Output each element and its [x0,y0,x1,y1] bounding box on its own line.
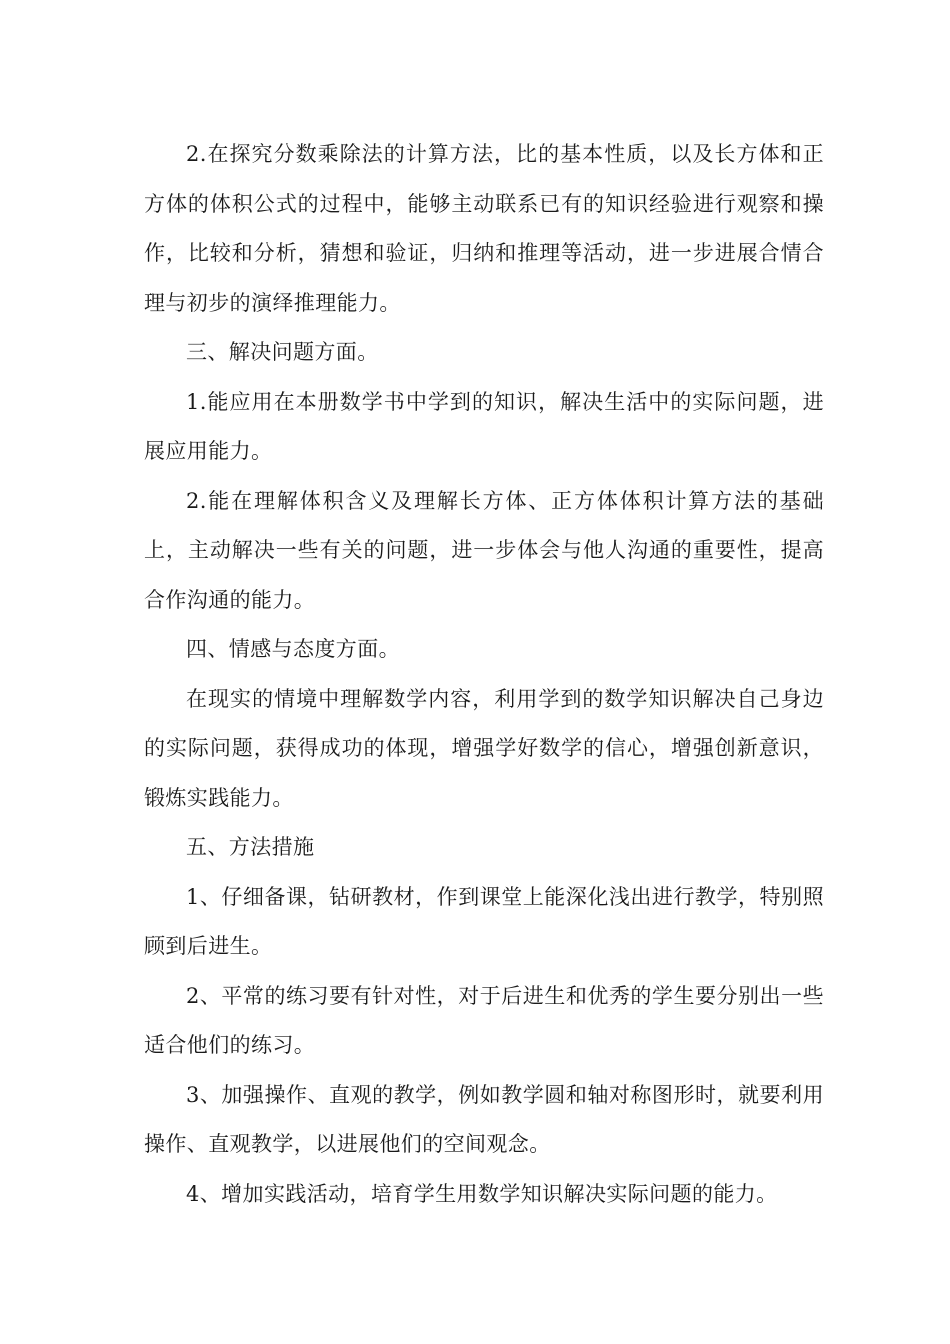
document-body [144,130,824,1219]
section-heading-emotion-attitude: 四、情感与态度方面。 [186,637,400,661]
paragraph-method-2: 2、平常的练习要有针对性，对于后进生和优秀的学生要分别出一些适合他们的练习。 [144,983,824,1057]
paragraph-problem-solving-1: 1.能应用在本册数学书中学到的知识，解决生活中的实际问题，进展应用能力。 [144,389,824,463]
paragraph-emotion-attitude: 在现实的情境中理解数学内容，利用学到的数学知识解决自己身边的实际问题，获得成功的体现，增强学好数学的信心，增强创新意识，锻炼实践能力。 [144,686,824,810]
paragraph-method-3: 3、加强操作、直观的教学，例如教学圆和轴对称图形时，就要利用操作、直观教学，以进展他们的空间观念。 [144,1082,824,1156]
section-heading-methods: 五、方法措施 [186,835,315,859]
paragraph-method-4: 4、增加实践活动，培育学生用数学知识解决实际问题的能力。 [186,1181,778,1206]
paragraph-method-1: 1、仔细备课，钻研教材，作到课堂上能深化浅出进行教学，特别照顾到后进生。 [144,884,824,958]
section-heading-problem-solving: 三、解决问题方面。 [186,340,379,364]
paragraph-objective-2-exploration: 2.在探究分数乘除法的计算方法，比的基本性质，以及长方体和正方体的体积公式的过程中，能够主动联系已有的知识经验进行观察和操作，比较和分析，猜想和验证，归纳和推理等活动，进一步进展合情合理与初步的演绎推理能力。 [144,142,824,315]
paragraph-problem-solving-2: 2.能在理解体积含义及理解长方体、正方体体积计算方法的基础上，主动解决一些有关的问题，进一步体会与他人沟通的重要性，提高合作沟通的能力。 [144,488,824,612]
